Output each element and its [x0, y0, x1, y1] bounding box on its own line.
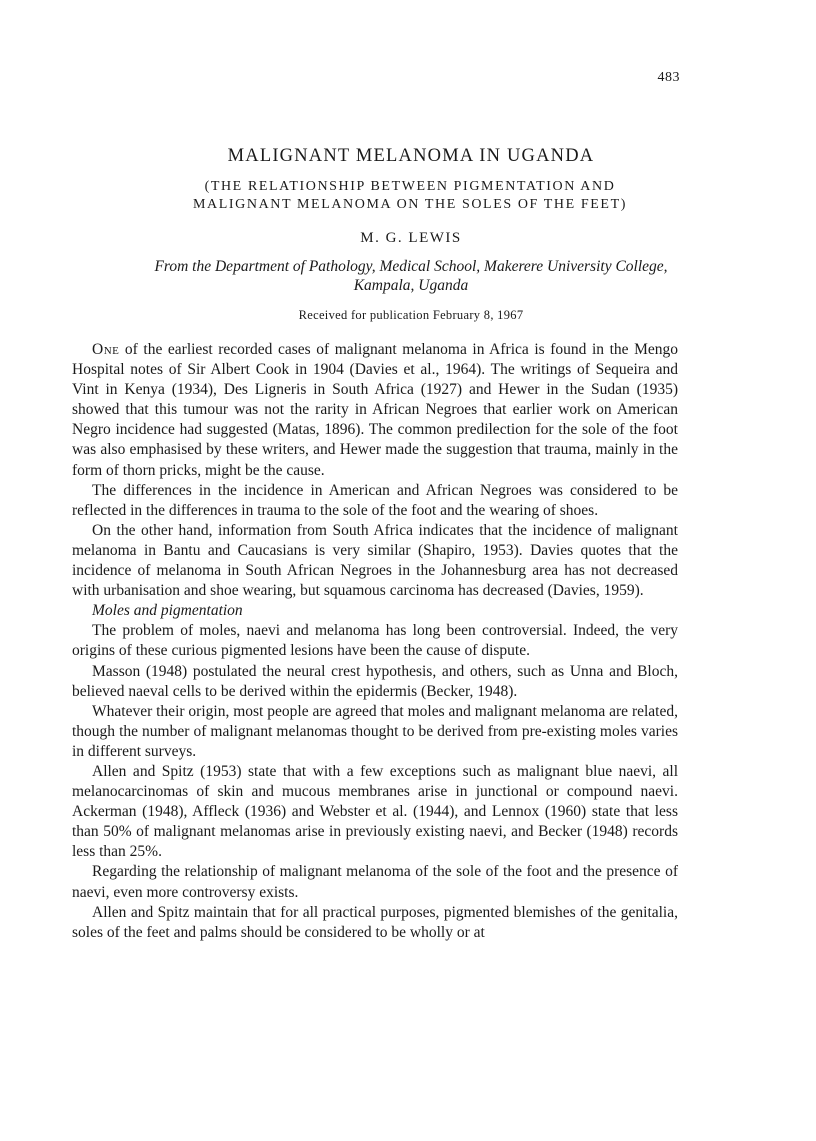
author-affiliation	[90, 257, 732, 295]
page-number: 483	[657, 70, 680, 85]
paragraph-2: The differences in the incidence in American and African Negroes was considered to be reflected in the differences in trauma to the sole of the foot and the wearing of shoes.	[72, 481, 678, 519]
paragraph-1	[72, 340, 678, 481]
affiliation-line-1: From the Department of Pathology, Medical School, Makerere University College,	[154, 258, 668, 275]
paragraph-1-text: of the earliest recorded cases of malignant melanoma in Africa is found in the Mengo Hospital notes of Sir Albert Cook in 1904 (Davies et al., 1964). The writings of Sequeira and Vint in Kenya (1934), Des Ligneris in South Africa (1927) and Hewer in the Sudan (1935) showed that this tumour was not the rarity in African Negroes that earlier work on American Negro incidence had suggested (Matas, 1896). The common predilection for the sole of the foot was also emphasised by these writers, and Hewer made the suggestion that trauma, mainly in the form of thorn pricks, might be the cause.	[72, 341, 678, 479]
paragraph-5: Masson (1948) postulated the neural crest hypothesis, and others, such as Unna and Bloch, believed naeval cells to be derived within the epidermis (Becker, 1948).	[72, 662, 678, 700]
subtitle-line-1: (THE RELATIONSHIP BETWEEN PIGMENTATION AND	[204, 179, 616, 194]
paragraph-4: The problem of moles, naevi and melanoma has long been controversial. Indeed, the very origins of these curious pigmented lesions have been the cause of dispute.	[72, 622, 678, 660]
section-heading: Moles and pigmentation	[92, 602, 243, 620]
author-name: M. G. LEWIS	[360, 230, 462, 246]
paragraph-3: On the other hand, information from South Africa indicates that the incidence of malignant melanoma in Bantu and Caucasians is very similar (Shapiro, 1953). Davies quotes that the incidence of melanoma in South African Negroes in the Johannesburg area has not decreased with urbanisation and shoe wearing, but squamous carcinoma has decreased (Davies, 1959).	[72, 521, 678, 600]
opening-word: One	[92, 341, 120, 358]
paragraph-6: Whatever their origin, most people are agreed that moles and malignant melanoma are related, though the number of malignant melanomas thought to be derived from pre-existing moles varies in different surveys.	[72, 702, 678, 760]
subtitle-line-2: MALIGNANT MELANOMA ON THE SOLES OF THE FEET)	[192, 197, 627, 212]
paragraph-9: Allen and Spitz maintain that for all practical purposes, pigmented blemishes of the genitalia, soles of the feet and palms should be considered to be wholly or at	[72, 903, 678, 941]
article-body	[72, 340, 678, 943]
article-subtitle	[110, 178, 710, 214]
received-date: Received for publication February 8, 1967	[298, 308, 524, 322]
paragraph-7: Allen and Spitz (1953) state that with a few exceptions such as malignant blue naevi, all melanocarcinomas of skin and mucous membranes arise in junctional or compound naevi. Ackerman (1948), Affleck (1936) and Webster et al. (1944), and Lennox (1960) state that less than 50% of malignant melanomas arise in previously existing naevi, and Becker (1948) records less than 25%.	[72, 762, 678, 861]
affiliation-line-2: Kampala, Uganda	[353, 277, 469, 294]
paragraph-8: Regarding the relationship of malignant melanoma of the sole of the foot and the presence of naevi, even more controversy exists.	[72, 863, 678, 901]
article-title: MALIGNANT MELANOMA IN UGANDA	[227, 146, 595, 166]
